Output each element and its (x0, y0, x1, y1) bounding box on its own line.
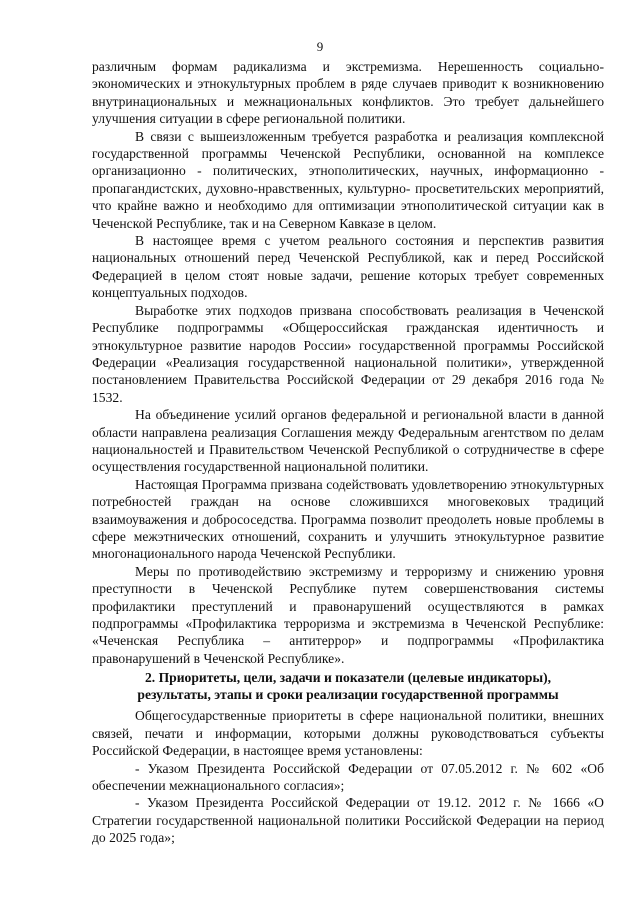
paragraph: В связи с вышеизложенным требуется разработка и реализация комплексной государственной программы Чеченской Республики, основанной на комплексе организационно - политических, этнополитических, научных, информационно - пропагандистских, духовно-нравственных, культурно- просветительских мероприятий, что крайне важно и необходимо для оптимизации этнополитической ситуации как в Чеченской Республике, так и на Северном Кавказе в целом. (92, 128, 604, 231)
document-body (92, 58, 604, 847)
section-heading (92, 670, 604, 703)
paragraph: Настоящая Программа призвана содействовать удовлетворению этнокультурных потребностей граждан на основе сложившихся многовековых традиций взаимоуважения и добрососедства. Программа позволит преодолеть новые проблемы в сфере межэтнических отношений, сохранить и улучшить этнокультурное развитие многонационального народа Чеченской Республики. (92, 476, 604, 562)
list-item: - Указом Президента Российской Федерации от 07.05.2012 г. № 602 «Об обеспечении межнационального согласия»; (92, 760, 604, 794)
paragraph: Меры по противодействию экстремизму и терроризму и снижению уровня преступности в Чеченской Республике путем совершенствования системы профилактики преступлений и правонарушений осуществляются в рамках подпрограммы «Профилактика терроризма и экстремизма в Чеченской Республике: «Чеченская Республика – антитеррор» и подпрограммы «Профилактика правонарушений в Чеченской Республике». (92, 563, 604, 666)
list-item: - Указом Президента Российской Федерации от 19.12. 2012 г. № 1666 «О Стратегии государственной национальной политики Российской Федерации на период до 2025 года»; (92, 795, 604, 846)
paragraph: различным формам радикализма и экстремизма. Нерешенность социально-экономических и этнокультурных проблем в ряде случаев приводит к возникновению внутринациональных и межнациональных конфликтов. Это требует дальнейшего улучшения ситуации в сфере региональной политики. (92, 59, 604, 127)
paragraph: Выработке этих подходов призвана способствовать реализация в Чеченской Республике подпрограммы «Общероссийская гражданская идентичность и этнокультурное развитие народов России» государственной программы Российской Федерации «Реализация государственной национальной политики», утвержденной постановлением Правительства Российской Федерации от 29 декабря 2016 года № 1532. (92, 302, 604, 405)
paragraph: В настоящее время с учетом реального состояния и перспектив развития национальных отношений перед Чеченской Республикой, как и перед Российской Федерацией в целом стоят новые задачи, решение которых требует современных концептуальных подходов. (92, 233, 604, 301)
page-number: 9 (316, 39, 324, 54)
paragraph: Общегосударственные приоритеты в сфере национальной политики, внешних связей, печати и информации, которыми должны руководствоваться субъекты Российской Федерации, в настоящее время установлены: (92, 708, 604, 759)
paragraph: На объединение усилий органов федеральной и региональной власти в данной области направлена реализация Соглашения между Федеральным агентством по делам национальностей и Правительством Чеченской Республикой о сотрудничестве в сфере осуществления государственной национальной политики. (92, 407, 604, 475)
section-heading-line: результаты, этапы и сроки реализации государственной программы (137, 686, 559, 702)
section-heading-line: 2. Приоритеты, цели, задачи и показатели (целевые индикаторы), (145, 670, 551, 686)
